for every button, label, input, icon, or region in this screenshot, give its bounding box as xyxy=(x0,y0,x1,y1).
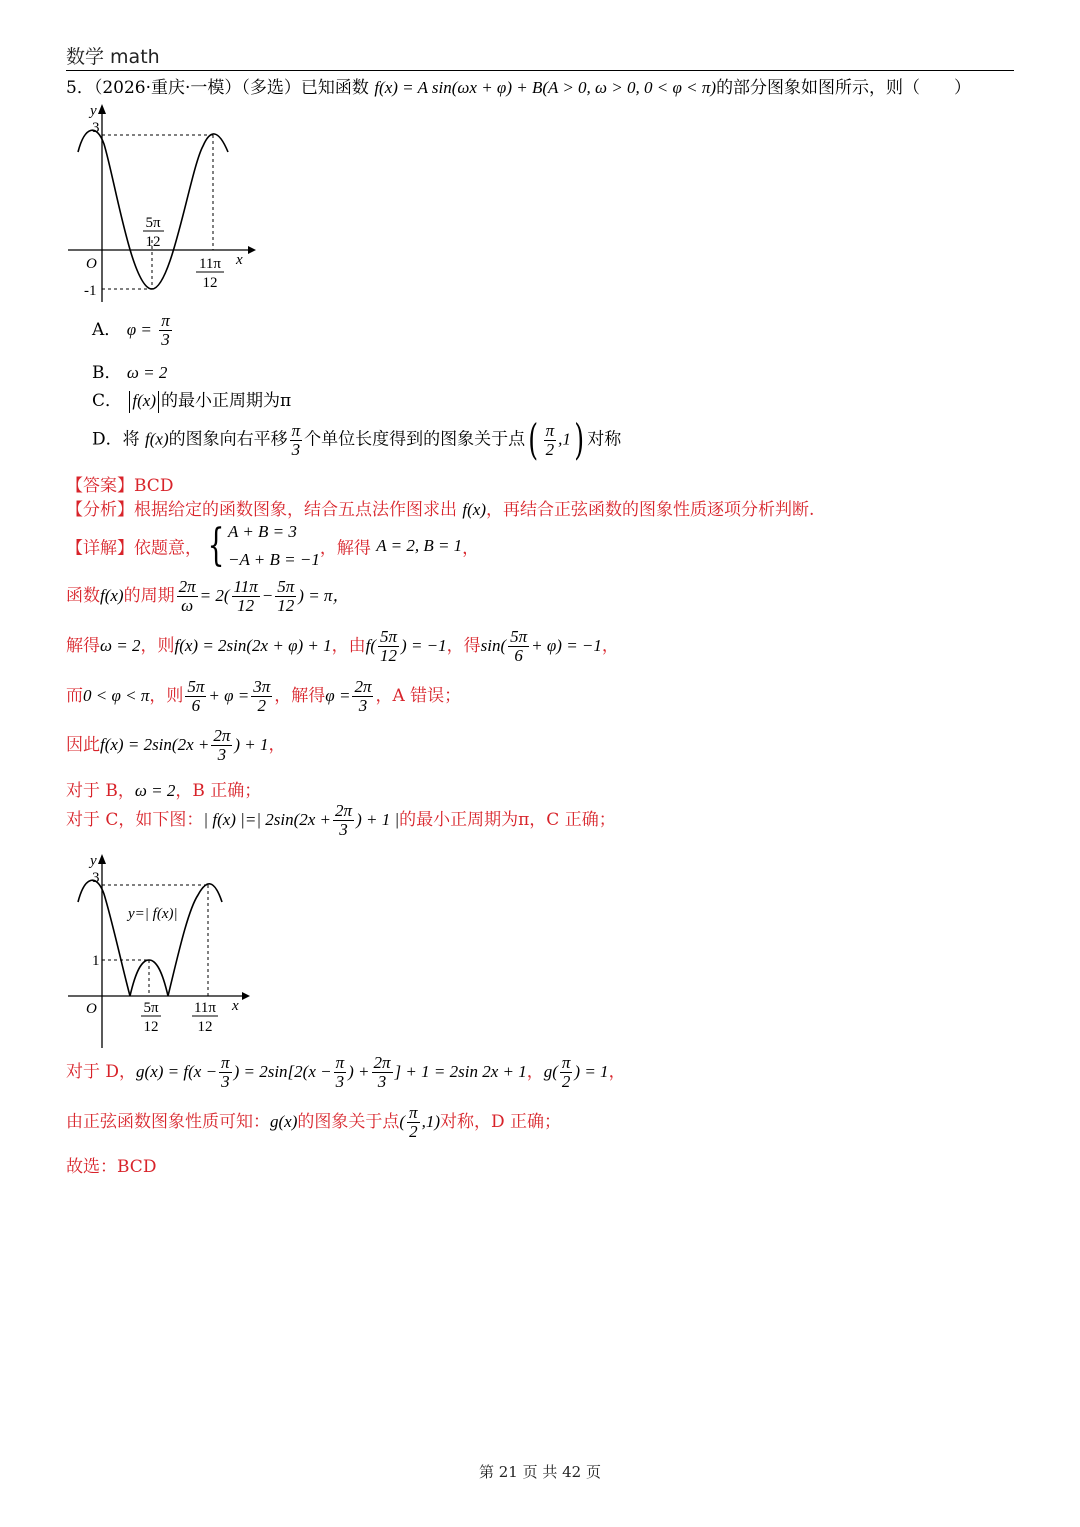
x-end-den-2: 12 xyxy=(197,1019,213,1035)
final-choice: 故选：BCD xyxy=(66,1157,157,1177)
detail-line-7: 对于 C，如下图：| f(x) |=| 2sin(2x + $\frac{2\pi}{3}$ ) + 1 |的最小正周期为π，C 正确； xyxy=(66,801,616,839)
y-axis-arrow xyxy=(98,104,106,114)
option-a: A． φ = $\frac{\pi}{3}$ xyxy=(92,311,170,349)
detail-line-5: 因此f(x) = 2sin(2x + $\frac{2\pi}{3}$ ) + 1， xyxy=(66,726,286,764)
x-mid-den: 12 xyxy=(145,234,161,250)
detail-line-8: 对于 D，g(x) = f(x − $\frac{\pi}{3}$ ) = 2sin[2(x − $\frac{\pi}{3}$ ) + $\frac{2\pi}{3}$ ] + 1 = 2sin 2x + 1，g( $\frac{\pi}{2}$ ) = 1， xyxy=(66,1053,626,1091)
question-tail: 的部分图象如图所示，则（ ） xyxy=(716,78,972,98)
header-rule xyxy=(66,70,1014,71)
x-label: x xyxy=(236,252,243,268)
detail-line-4: 而0 < φ < π，则 $\frac{5\pi}{6}$ + φ = $\frac{3\pi}{2}$ ，解得φ = $\frac{2\pi}{3}$ ，A 错误； xyxy=(66,677,462,715)
curve-label: y=| f(x)| xyxy=(128,906,178,922)
abs-sine-curve xyxy=(78,880,222,996)
detail-line-9: 由正弦函数图象性质可知：g(x)的图象关于点( $\frac{\pi}{2}$ ,1)对称，D 正确； xyxy=(66,1103,562,1141)
x-mid-num-2: 5π xyxy=(143,1000,159,1016)
detail-line-1: 【详解】依题意， { A + B = 3 −A + B = −1 ，解得 A = 2, B = 1， xyxy=(66,520,480,571)
origin-label: O xyxy=(86,256,97,272)
x-end-num: 11π xyxy=(198,256,222,272)
question-number: 5． xyxy=(66,78,94,98)
y-bottom-label: -1 xyxy=(84,283,97,299)
x-end-den: 12 xyxy=(202,275,218,291)
page-footer: 第 21 页 共 42 页 xyxy=(478,1463,601,1481)
detail-period: 函数f(x)的周期 $\frac{2\pi}{\omega}$ = 2( $\frac{11\pi}{12}$ − $\frac{5\pi}{12}$ ) = π， xyxy=(66,577,350,615)
abs-sine-graph xyxy=(60,850,260,1050)
detail-line-6: 对于 B，ω = 2，B 正确； xyxy=(66,781,262,801)
detail-line-3: 解得ω = 2，则f(x) = 2sin(2x + φ) + 1，由f( $\frac{5\pi}{12}$ ) = −1，得sin( $\frac{5\pi}{6}$ + φ) = −1， xyxy=(66,627,619,665)
option-a-fraction: $\frac{\pi}{3}$ xyxy=(161,311,170,349)
x-end-num-2: 11π xyxy=(193,1000,217,1016)
option-d: D．将 f(x)的图象向右平移 $\frac{\pi}{3}$ 个单位长度得到的图象关于点( $\frac{\pi}{2}$ ,1) 对称 xyxy=(92,415,622,464)
question-function: f(x) = A sin(ωx + φ) + B(A > 0, ω > 0, 0 < φ < π) xyxy=(374,78,717,97)
page-header: 数学 math xyxy=(66,46,160,68)
y-label-2: y xyxy=(90,853,97,869)
y-label: y xyxy=(90,103,97,119)
question-stem xyxy=(66,73,971,98)
x-mid-num: 5π xyxy=(145,215,161,231)
sine-graph xyxy=(60,100,260,305)
origin-label-2: O xyxy=(86,1001,97,1017)
answer-label: 【答案】 xyxy=(66,476,134,496)
x-axis-arrow xyxy=(248,246,256,254)
x-label-2: x xyxy=(232,998,239,1014)
y-one-label: 1 xyxy=(92,953,100,969)
option-b: B． ω = 2 xyxy=(92,363,168,383)
answer-line xyxy=(66,471,173,496)
y-axis-arrow-2 xyxy=(98,854,106,864)
question-source: （2026·重庆·一模）（多选）已知函数 xyxy=(93,78,369,98)
answer-value: BCD xyxy=(134,476,174,496)
x-axis-arrow-2 xyxy=(242,992,250,1000)
analysis-line: 【分析】根据给定的函数图象，结合五点法作图求出 f(x)，再结合正弦函数的图象性质逐项分析判断. xyxy=(66,500,815,520)
option-c: C． f(x) 的最小正周期为π xyxy=(92,391,292,411)
y-top-label-2: 3 xyxy=(92,870,100,886)
y-top-label: 3 xyxy=(92,120,100,136)
x-mid-den-2: 12 xyxy=(143,1019,159,1035)
